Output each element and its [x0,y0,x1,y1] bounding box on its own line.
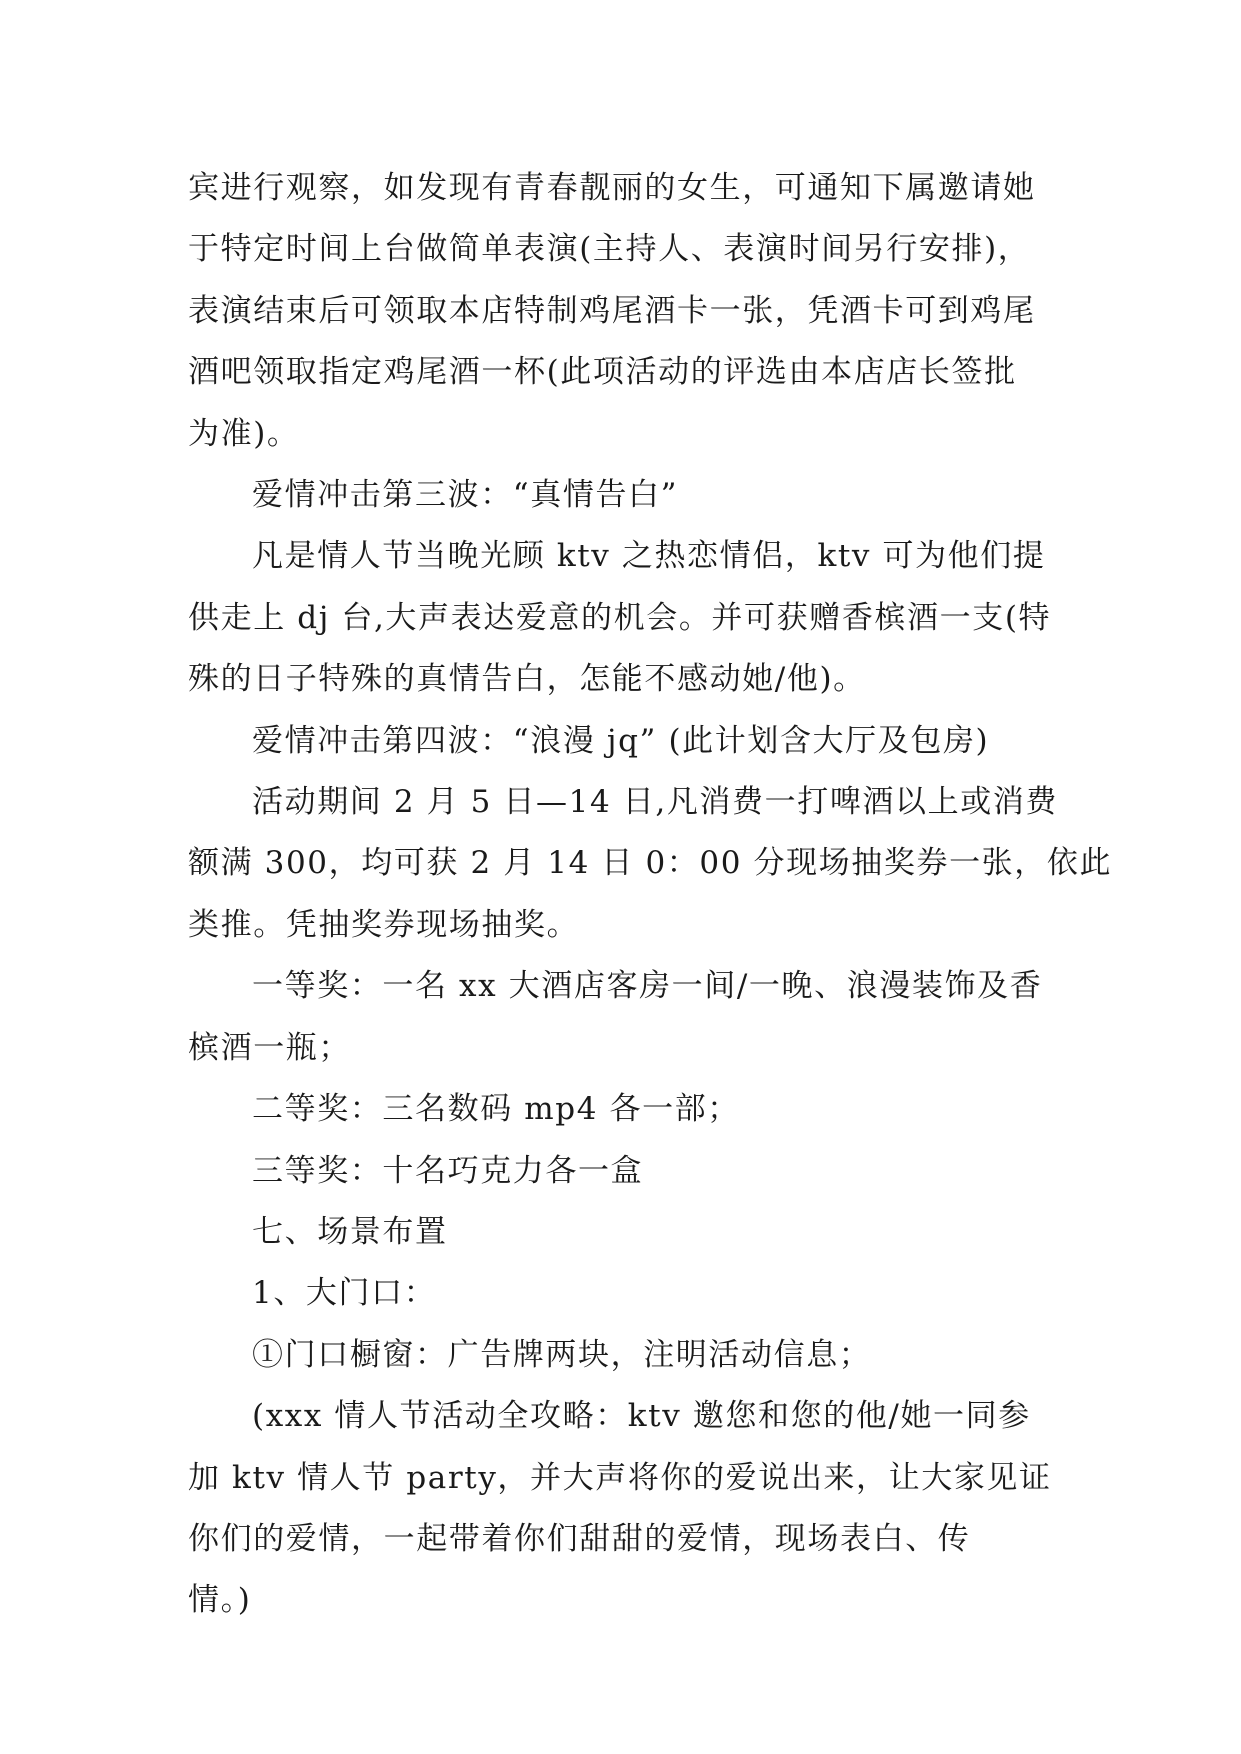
text-line: 于特定时间上台做简单表演(主持人、表演时间另行安排)， [188,231,1031,268]
paragraph-third-wave [188,526,1050,710]
text-line: 三等奖：十名巧克力各一盒 [252,1152,644,1189]
text-line: 你们的爱情，一起带着你们甜甜的爱情，现场表白、传 [188,1520,971,1557]
text-line: 1、大门口： [252,1275,437,1312]
text-line: 殊的日子特殊的真情告白，怎能不感动她/他)。 [188,661,866,698]
text-line: 二等奖：三名数码 mp4 各一部； [252,1091,740,1128]
heading-third-wave [188,465,1050,526]
text-line: 凡是情人节当晚光顾 ktv 之热恋情侣，ktv 可为他们提 [252,538,1046,575]
paragraph-fourth-wave [188,772,1113,956]
text-line: 宾进行观察，如发现有青春靓丽的女生，可通知下属邀请她 [188,170,1036,206]
document-body [188,158,1113,1632]
text-line: 为准)。 [188,415,300,452]
heading-fourth-wave [188,711,1050,772]
text-line: 类推。凭抽奖券现场抽奖。 [188,906,580,943]
prize-third [188,1141,1050,1202]
text-line: 加 ktv 情人节 party，并大声将你的爱说出来，让大家见证 [188,1459,1052,1496]
item-entrance-window [188,1325,1050,1386]
text-line: (xxx 情人节活动全攻略：ktv 邀您和您的他/她一同参 [252,1398,1031,1435]
text-line: 槟酒一瓶； [188,1029,351,1066]
section-heading-scene-layout [188,1202,1050,1263]
paragraph-observation [188,158,1050,465]
text-line: 爱情冲击第四波：“浪漫 jq” (此计划含大厅及包房) [252,722,990,759]
text-line: 酒吧领取指定鸡尾酒一杯(此项活动的评选由本店店长签批 [188,354,1017,391]
text-line: 七、场景布置 [252,1213,448,1250]
text-line: 额满 300，均可获 2 月 14 日 0：00 分现场抽奖券一张，依此 [188,845,1113,882]
prize-first [188,956,1050,1079]
text-line: 供走上 dj 台,大声表达爱意的机会。并可获赠香槟酒一支(特 [188,599,1052,636]
text-line: ①门口橱窗：广告牌两块，注明活动信息； [252,1336,872,1373]
subheading-main-entrance [188,1263,1050,1324]
text-line: 表演结束后可领取本店特制鸡尾酒卡一张，凭酒卡可到鸡尾 [188,292,1036,329]
prize-second [188,1079,1050,1140]
text-line: 爱情冲击第三波：“真情告白” [252,477,679,514]
text-line: 一等奖：一名 xx 大酒店客房一间/一晚、浪漫装饰及香 [252,968,1043,1005]
text-line: 情。) [188,1582,252,1619]
text-line: 活动期间 2 月 5 日—14 日,凡消费一打啤酒以上或消费 [252,784,1059,821]
paragraph-billboard-text [188,1386,1050,1632]
